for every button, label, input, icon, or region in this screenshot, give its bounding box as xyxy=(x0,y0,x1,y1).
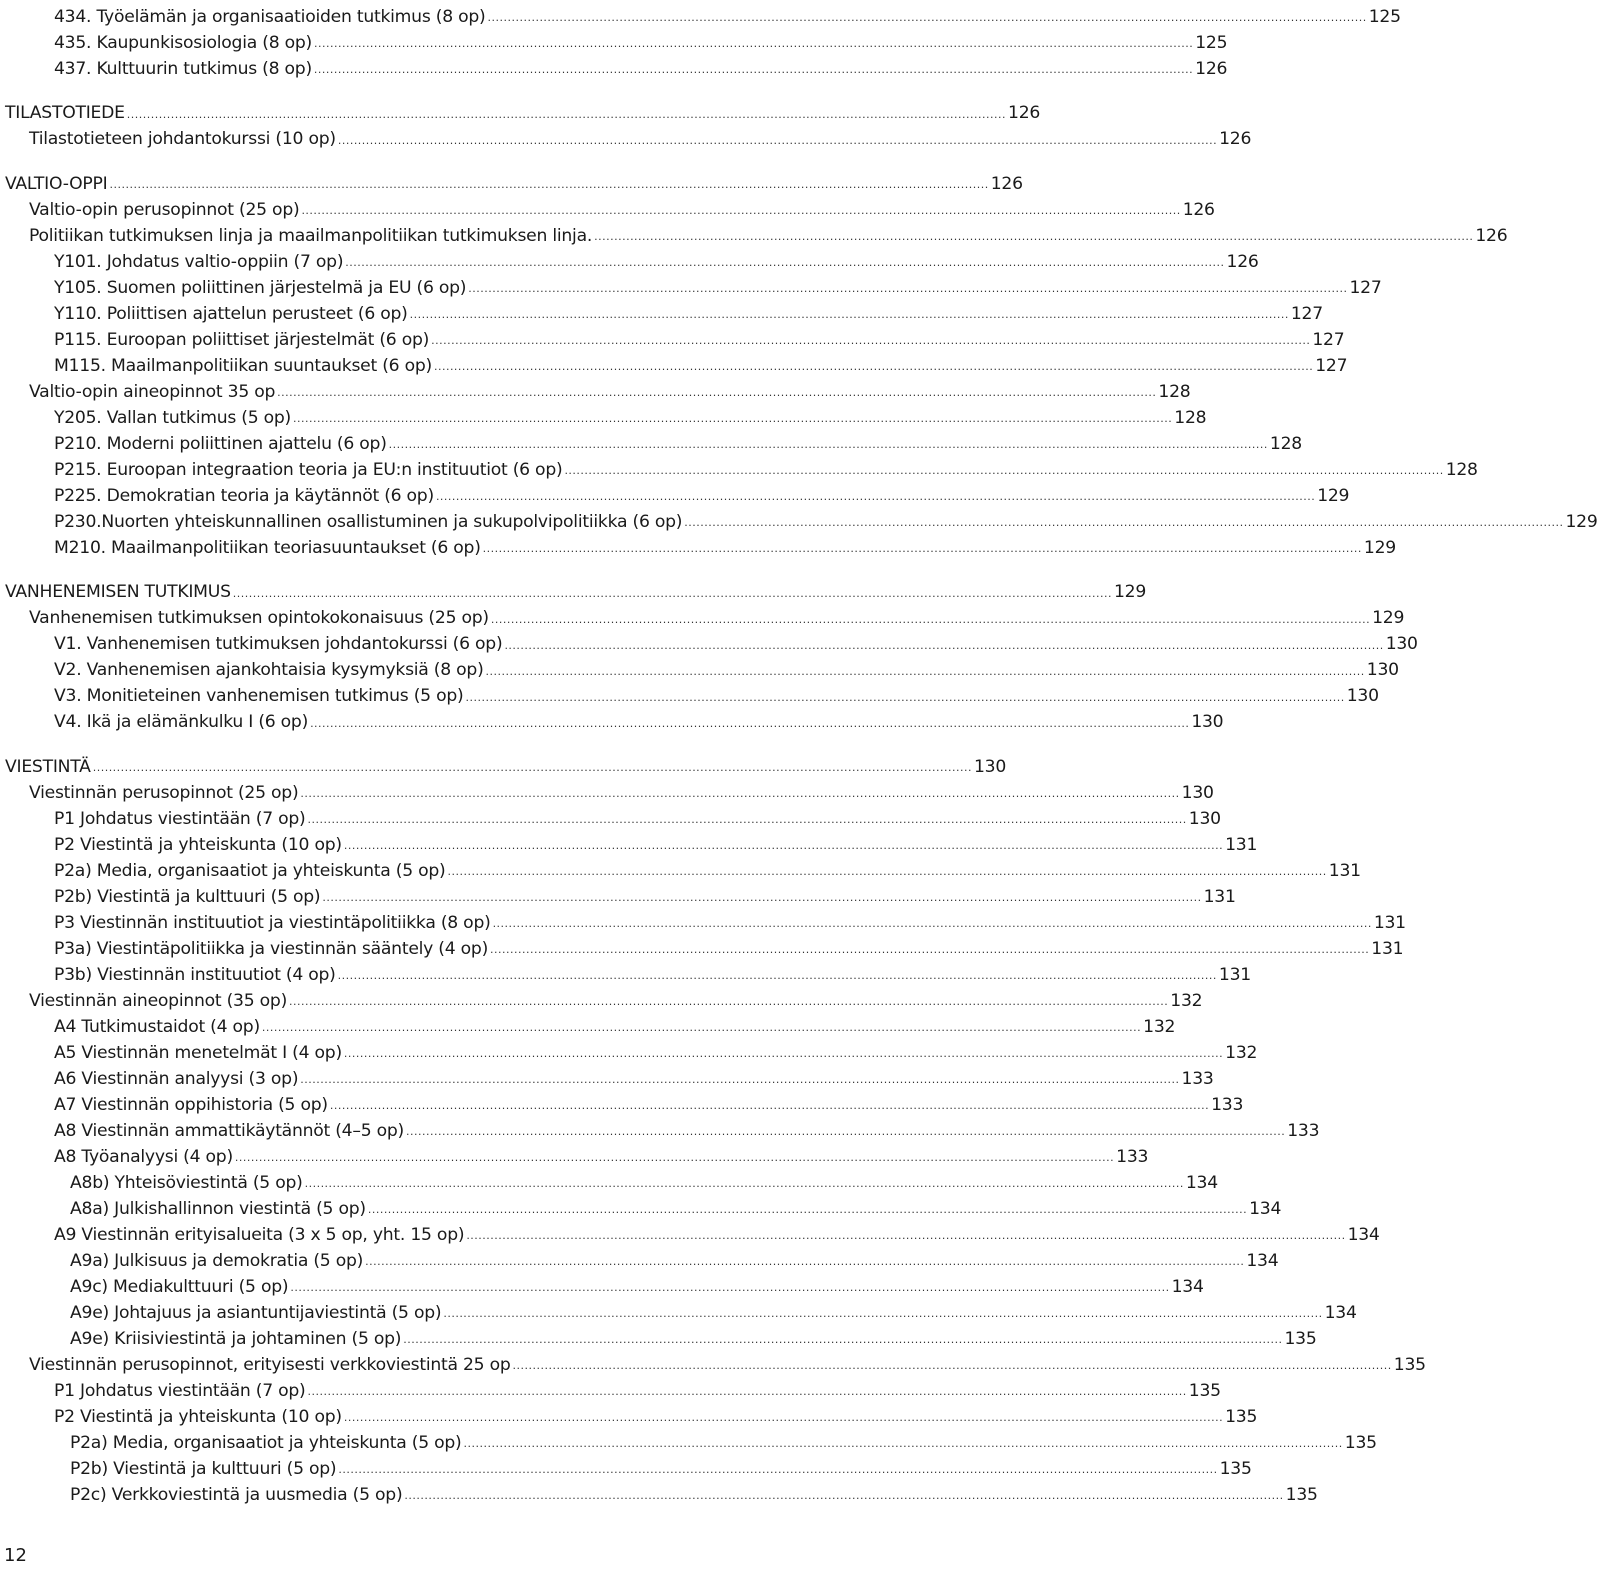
toc-entry-page: 128 xyxy=(1269,433,1302,454)
toc-entry-title: P215. Euroopan integraation teoria ja EU:n instituutiot (6 op) xyxy=(54,459,563,480)
toc-entry-title: Y101. Johdatus valtio-oppiin (7 op) xyxy=(54,251,344,272)
toc-entry[interactable] xyxy=(0,427,1302,454)
toc-entry[interactable] xyxy=(0,1426,1377,1453)
toc-entry-title: A9c) Mediakulttuuri (5 op) xyxy=(70,1276,289,1297)
toc-entry-page: 133 xyxy=(1181,1068,1214,1089)
dot-leader: ............................................................................................................................................................................................................................ xyxy=(126,107,1007,121)
dot-leader: ............................................................................................................................................................................................................................ xyxy=(289,995,1169,1008)
toc-entry-title: Y205. Vallan tutkimus (5 op) xyxy=(54,407,292,428)
dot-leader: ............................................................................................................................................................................................................................ xyxy=(232,586,1112,600)
toc-entry-page: 135 xyxy=(1344,1432,1377,1453)
toc-entry[interactable] xyxy=(0,1036,1258,1063)
dot-leader: ............................................................................................................................................................................................................................ xyxy=(234,1151,1115,1164)
toc-entry-title: P225. Demokratian teoria ja käytännöt (6 op) xyxy=(54,485,434,506)
toc-entry[interactable] xyxy=(0,776,1214,803)
toc-entry-title: P2b) Viestintä ja kulttuuri (5 op) xyxy=(70,1458,337,1479)
toc-entry[interactable] xyxy=(0,576,1147,603)
toc-entry-title: V2. Vanhenemisen ajankohtaisia kysymyksiä (8 op) xyxy=(54,660,484,681)
toc-entry-page: 135 xyxy=(1393,1354,1426,1375)
toc-entry-page: 134 xyxy=(1249,1198,1282,1219)
dot-leader: ............................................................................................................................................................................................................................ xyxy=(463,1437,1343,1450)
dot-leader: ............................................................................................................................................................................................................................ xyxy=(465,690,1345,704)
toc-entry-title: Y110. Poliittisen ajattelun perusteet (6 op) xyxy=(54,303,408,324)
dot-leader: ............................................................................................................................................................................................................................ xyxy=(594,230,1474,243)
toc-entry-title: Politiikan tutkimuksen linja ja maailmanpolitiikan tutkimuksen linja. xyxy=(29,225,593,246)
toc-entry[interactable] xyxy=(0,1244,1279,1271)
dot-leader: ............................................................................................................................................................................................................................ xyxy=(468,282,1348,295)
toc-entry-page: 135 xyxy=(1219,1458,1252,1479)
toc-entry[interactable] xyxy=(0,932,1404,959)
toc-entry-title: VIESTINTÄ xyxy=(5,756,91,777)
toc-entry[interactable] xyxy=(0,245,1259,272)
toc-entry-page: 130 xyxy=(1366,660,1399,681)
toc-entry-title: P2a) Media, organisaatiot ja yhteiskunta (5 op) xyxy=(70,1432,462,1453)
dot-leader: ............................................................................................................................................................................................................................ xyxy=(343,1047,1224,1060)
dot-leader: ............................................................................................................................................................................................................................ xyxy=(300,1073,1180,1086)
toc-entry[interactable] xyxy=(0,123,1252,150)
toc-entry[interactable] xyxy=(0,1166,1218,1193)
toc-entry[interactable] xyxy=(0,26,1228,53)
toc-entry-title: Tilastotieteen johdantokurssi (10 op) xyxy=(29,129,336,150)
dot-leader: ............................................................................................................................................................................................................................ xyxy=(466,1229,1346,1242)
toc-entry[interactable] xyxy=(0,906,1406,933)
toc-entry-title: V3. Monitieteinen vanhenemisen tutkimus (5 op) xyxy=(54,686,464,707)
toc-entry-title: A8 Työanalyysi (4 op) xyxy=(54,1146,233,1167)
toc-entry-page: 126 xyxy=(1008,103,1041,124)
toc-entry[interactable] xyxy=(0,1322,1317,1349)
toc-entry[interactable] xyxy=(0,628,1418,655)
toc-entry-page: 130 xyxy=(1191,712,1224,733)
dot-leader: ............................................................................................................................................................................................................................ xyxy=(564,464,1444,477)
toc-entry-title: P1 Johdatus viestintään (7 op) xyxy=(54,1380,306,1401)
toc-entry-page: 129 xyxy=(1114,582,1147,603)
toc-entry[interactable] xyxy=(0,984,1203,1011)
toc-entry-title: Vanhenemisen tutkimuksen opintokokonaisuus (25 op) xyxy=(29,608,489,629)
toc-entry-page: 128 xyxy=(1158,381,1191,402)
dot-leader: ............................................................................................................................................................................................................................ xyxy=(365,1255,1245,1268)
toc-entry-page: 126 xyxy=(1219,129,1252,150)
dot-leader: ............................................................................................................................................................................................................................ xyxy=(345,256,1225,269)
dot-leader: ............................................................................................................................................................................................................................ xyxy=(492,917,1372,930)
toc-entry-title: P2 Viestintä ja yhteiskunta (10 op) xyxy=(54,834,342,855)
dot-leader: ............................................................................................................................................................................................................................ xyxy=(338,1463,1218,1476)
dot-leader: ............................................................................................................................................................................................................................ xyxy=(329,1099,1210,1112)
toc-entry-title: P2b) Viestintä ja kulttuuri (5 op) xyxy=(54,886,321,907)
toc-entry[interactable] xyxy=(0,271,1382,298)
toc-entry-page: 131 xyxy=(1225,834,1258,855)
toc-entry[interactable] xyxy=(0,505,1598,532)
toc-entry-title: P3b) Viestinnän instituutiot (4 op) xyxy=(54,964,336,985)
toc-entry[interactable] xyxy=(0,349,1348,376)
dot-leader: ............................................................................................................................................................................................................................ xyxy=(343,839,1224,852)
toc-entry-title: 434. Työelämän ja organisaatioiden tutkimus (8 op) xyxy=(54,6,486,27)
toc-entry-title: 437. Kulttuurin tutkimus (8 op) xyxy=(54,58,312,79)
toc-entry[interactable] xyxy=(0,1270,1204,1297)
toc-entry[interactable] xyxy=(0,375,1191,402)
dot-leader: ............................................................................................................................................................................................................................ xyxy=(337,969,1217,982)
dot-leader: ............................................................................................................................................................................................................................ xyxy=(337,133,1218,147)
toc-entry-page: 125 xyxy=(1368,6,1401,27)
toc-entry-page: 127 xyxy=(1315,355,1348,376)
toc-entry-page: 127 xyxy=(1290,303,1323,324)
toc-entry-title: A9e) Kriisiviestintä ja johtaminen (5 op) xyxy=(70,1328,402,1349)
toc-entry-page: 130 xyxy=(1385,634,1418,655)
toc-entry-page: 127 xyxy=(1312,329,1345,350)
toc-entry-page: 126 xyxy=(1475,225,1508,246)
toc-entry[interactable] xyxy=(0,1218,1380,1245)
toc-entry[interactable] xyxy=(0,706,1224,733)
toc-entry-page: 132 xyxy=(1143,1016,1176,1037)
dot-leader: ............................................................................................................................................................................................................................ xyxy=(293,412,1173,425)
dot-leader: ............................................................................................................................................................................................................................ xyxy=(490,943,1370,956)
toc-entry-title: TILASTOTIEDE xyxy=(5,103,125,124)
toc-entry-page: 135 xyxy=(1225,1406,1258,1427)
toc-entry-page: 126 xyxy=(1226,251,1259,272)
toc-entry-page: 135 xyxy=(1285,1484,1318,1505)
dot-leader: ............................................................................................................................................................................................................................ xyxy=(405,1125,1286,1138)
toc-entry[interactable] xyxy=(0,1452,1252,1479)
toc-entry-page: 132 xyxy=(1170,990,1203,1011)
toc-entry-title: Valtio-opin aineopinnot 35 op xyxy=(29,381,276,402)
toc-entry-title: P2 Viestintä ja yhteiskunta (10 op) xyxy=(54,1406,342,1427)
toc-entry-page: 126 xyxy=(1182,199,1215,220)
toc-entry-title: A8 Viestinnän ammattikäytännöt (4–5 op) xyxy=(54,1120,404,1141)
toc-entry-title: A9e) Johtajuus ja asiantuntijaviestintä (5 op) xyxy=(70,1302,442,1323)
toc-entry-title: A4 Tutkimustaidot (4 op) xyxy=(54,1016,260,1037)
toc-entry[interactable] xyxy=(0,1348,1426,1375)
toc-entry[interactable] xyxy=(0,880,1236,907)
toc-entry-page: 134 xyxy=(1171,1276,1204,1297)
toc-entry[interactable] xyxy=(0,1400,1258,1427)
toc-entry-title: P3a) Viestintäpolitiikka ja viestinnän sääntely (4 op) xyxy=(54,938,489,959)
dot-leader: ............................................................................................................................................................................................................................ xyxy=(307,813,1187,826)
toc-entry[interactable] xyxy=(0,1062,1214,1089)
toc-entry[interactable] xyxy=(0,219,1508,246)
dot-leader: ............................................................................................................................................................................................................................ xyxy=(109,178,989,191)
toc-entry-page: 128 xyxy=(1445,459,1478,480)
toc-entry-title: 435. Kaupunkisosiologia (8 op) xyxy=(54,32,312,53)
toc-entry-title: Y105. Suomen poliittinen järjestelmä ja EU (6 op) xyxy=(54,277,467,298)
toc-entry-title: A9a) Julkisuus ja demokratia (5 op) xyxy=(70,1250,364,1271)
dot-leader: ............................................................................................................................................................................................................................ xyxy=(277,386,1157,399)
toc-entry-page: 126 xyxy=(990,173,1023,194)
toc-entry-title: V4. Ikä ja elämänkulku I (6 op) xyxy=(54,712,309,733)
toc-entry-title: A7 Viestinnän oppihistoria (5 op) xyxy=(54,1094,328,1115)
toc-entry[interactable] xyxy=(0,854,1361,881)
toc-entry[interactable] xyxy=(0,479,1350,506)
toc-entry[interactable] xyxy=(0,453,1478,480)
toc-entry-page: 135 xyxy=(1284,1328,1317,1349)
toc-entry-page: 129 xyxy=(1363,537,1396,558)
toc-entry-page: 126 xyxy=(1195,58,1228,79)
dot-leader: ............................................................................................................................................................................................................................ xyxy=(261,1021,1142,1034)
toc-entry-title: P1 Johdatus viestintään (7 op) xyxy=(54,808,306,829)
toc-entry-page: 129 xyxy=(1565,511,1598,532)
dot-leader: ............................................................................................................................................................................................................................ xyxy=(307,1385,1187,1398)
toc-entry-title: VANHENEMISEN TUTKIMUS xyxy=(5,582,231,603)
toc-entry-title: P115. Euroopan poliittiset järjestelmät (6 op) xyxy=(54,329,430,350)
toc-entry[interactable] xyxy=(0,52,1228,79)
dot-leader: ............................................................................................................................................................................................................................ xyxy=(512,1359,1392,1372)
toc-entry-title: A6 Viestinnän analyysi (3 op) xyxy=(54,1068,299,1089)
toc-entry-title: P210. Moderni poliittinen ajattelu (6 op) xyxy=(54,433,387,454)
toc-entry-page: 128 xyxy=(1174,407,1207,428)
toc-entry[interactable] xyxy=(0,958,1251,985)
toc-entry-page: 129 xyxy=(1317,485,1350,506)
dot-leader: ............................................................................................................................................................................................................................ xyxy=(388,438,1268,451)
dot-leader: ............................................................................................................................................................................................................................ xyxy=(290,1281,1170,1294)
toc-entry-page: 131 xyxy=(1328,860,1361,881)
toc-entry-title: P2a) Media, organisaatiot ja yhteiskunta (5 op) xyxy=(54,860,446,881)
dot-leader: ............................................................................................................................................................................................................................ xyxy=(485,664,1365,678)
toc-entry-page: 132 xyxy=(1225,1042,1258,1063)
toc-entry-page: 134 xyxy=(1324,1302,1357,1323)
toc-entry-page: 131 xyxy=(1203,886,1236,907)
toc-entry[interactable] xyxy=(0,167,1023,194)
dot-leader: ............................................................................................................................................................................................................................ xyxy=(409,308,1289,321)
toc-entry-title: A8b) Yhteisöviestintä (5 op) xyxy=(70,1172,303,1193)
toc-entry-title: M115. Maailmanpolitiikan suuntaukset (6 op) xyxy=(54,355,432,376)
toc-entry-page: 134 xyxy=(1347,1224,1380,1245)
toc-entry-page: 133 xyxy=(1287,1120,1320,1141)
dot-leader: ............................................................................................................................................................................................................................ xyxy=(300,787,1180,800)
toc-entry-page: 131 xyxy=(1371,938,1404,959)
toc-entry-title: A8a) Julkishallinnon viestintä (5 op) xyxy=(70,1198,366,1219)
dot-leader: ............................................................................................................................................................................................................................ xyxy=(367,1203,1248,1216)
dot-leader: ............................................................................................................................................................................................................................ xyxy=(684,516,1564,529)
toc-entry[interactable] xyxy=(0,297,1323,324)
toc-entry[interactable] xyxy=(0,323,1345,350)
toc-entry-page: 135 xyxy=(1188,1380,1221,1401)
toc-entry-title: Viestinnän perusopinnot (25 op) xyxy=(29,782,299,803)
toc-entry-page: 131 xyxy=(1218,964,1251,985)
toc-entry-page: 131 xyxy=(1373,912,1406,933)
toc-entry-page: 129 xyxy=(1372,608,1405,629)
toc-entry-page: 125 xyxy=(1195,32,1228,53)
toc-entry-page: 134 xyxy=(1185,1172,1218,1193)
toc-entry[interactable] xyxy=(0,828,1258,855)
toc-entry-page: 127 xyxy=(1349,277,1382,298)
dot-leader: ............................................................................................................................................................................................................................ xyxy=(482,542,1362,555)
toc-entry-title: VALTIO-OPPI xyxy=(5,173,108,194)
toc-entry[interactable] xyxy=(0,1478,1318,1505)
dot-leader: ............................................................................................................................................................................................................................ xyxy=(310,716,1190,730)
toc-entry[interactable] xyxy=(0,1296,1357,1323)
toc-entry-title: A5 Viestinnän menetelmät I (4 op) xyxy=(54,1042,342,1063)
toc-entry-title: Valtio-opin perusopinnot (25 op) xyxy=(29,199,300,220)
dot-leader: ............................................................................................................................................................................................................................ xyxy=(92,761,972,774)
toc-entry-page: 130 xyxy=(1346,686,1379,707)
toc-entry-title: P3 Viestinnän instituutiot ja viestintäpolitiikka (8 op) xyxy=(54,912,491,933)
toc-entry[interactable] xyxy=(0,1192,1282,1219)
toc-entry-title: P2c) Verkkoviestintä ja uusmedia (5 op) xyxy=(70,1484,403,1505)
dot-leader: ............................................................................................................................................................................................................................ xyxy=(304,1177,1184,1190)
toc-entry-page: 130 xyxy=(973,756,1007,777)
dot-leader: ............................................................................................................................................................................................................................ xyxy=(443,1307,1323,1320)
toc-entry[interactable] xyxy=(0,1114,1320,1141)
dot-leader: ............................................................................................................................................................................................................................ xyxy=(435,490,1316,503)
toc-entry[interactable] xyxy=(0,602,1405,629)
dot-leader: ............................................................................................................................................................................................................................ xyxy=(301,204,1181,217)
page-number: 12 xyxy=(4,1545,27,1566)
dot-leader: ............................................................................................................................................................................................................................ xyxy=(490,612,1371,626)
toc-entry[interactable] xyxy=(0,750,1007,777)
toc-entry-title: V1. Vanhenemisen tutkimuksen johdantokurssi (6 op) xyxy=(54,634,503,655)
toc-entry-page: 133 xyxy=(1211,1094,1244,1115)
toc-entry-title: Viestinnän perusopinnot, erityisesti verkkoviestintä 25 op xyxy=(29,1354,511,1375)
toc-entry-page: 130 xyxy=(1188,808,1221,829)
toc-entry[interactable] xyxy=(0,1010,1176,1037)
toc-entry[interactable] xyxy=(0,1374,1221,1401)
dot-leader: ............................................................................................................................................................................................................................ xyxy=(322,891,1202,904)
dot-leader: ............................................................................................................................................................................................................................ xyxy=(431,334,1311,347)
toc-entry-title: Viestinnän aineopinnot (35 op) xyxy=(29,990,288,1011)
dot-leader: ............................................................................................................................................................................................................................ xyxy=(504,638,1384,652)
toc-entry[interactable] xyxy=(0,1140,1149,1167)
toc-entry[interactable] xyxy=(0,97,1041,124)
toc-entry-title: M210. Maailmanpolitiikan teoriasuuntaukset (6 op) xyxy=(54,537,481,558)
dot-leader: ............................................................................................................................................................................................................................ xyxy=(404,1489,1284,1502)
toc-entry[interactable] xyxy=(0,654,1399,681)
toc-entry[interactable] xyxy=(0,193,1215,220)
toc-entry[interactable] xyxy=(0,0,1401,27)
dot-leader: ............................................................................................................................................................................................................................ xyxy=(343,1411,1224,1424)
dot-leader: ............................................................................................................................................................................................................................ xyxy=(433,360,1314,373)
toc-entry-title: A9 Viestinnän erityisalueita (3 x 5 op, yht. 15 op) xyxy=(54,1224,465,1245)
dot-leader: ............................................................................................................................................................................................................................ xyxy=(313,37,1194,50)
toc-entry-page: 130 xyxy=(1181,782,1214,803)
toc-entry[interactable] xyxy=(0,531,1396,558)
dot-leader: ............................................................................................................................................................................................................................ xyxy=(313,63,1194,76)
toc-entry[interactable] xyxy=(0,1088,1244,1115)
toc-entry[interactable] xyxy=(0,401,1207,428)
dot-leader: ............................................................................................................................................................................................................................ xyxy=(487,11,1367,24)
toc-entry-page: 134 xyxy=(1246,1250,1279,1271)
dot-leader: ............................................................................................................................................................................................................................ xyxy=(447,865,1327,878)
dot-leader: ............................................................................................................................................................................................................................ xyxy=(403,1333,1283,1346)
toc-entry-page: 133 xyxy=(1116,1146,1149,1167)
toc-entry[interactable] xyxy=(0,802,1221,829)
toc-entry-title: P230.Nuorten yhteiskunnallinen osallistuminen ja sukupolvipolitiikka (6 op) xyxy=(54,511,683,532)
toc-entry[interactable] xyxy=(0,680,1379,707)
